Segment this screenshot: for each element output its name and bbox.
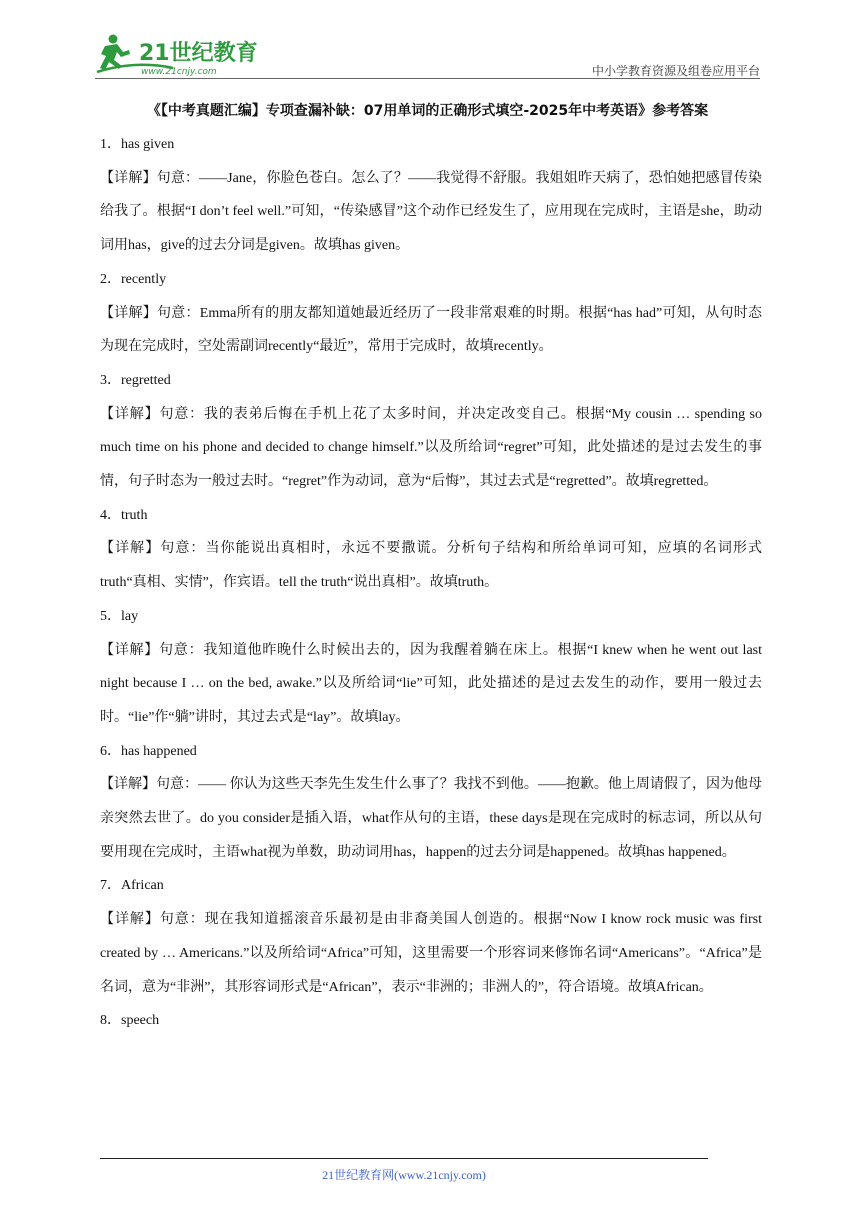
header-divider xyxy=(95,78,760,79)
site-logo xyxy=(95,30,265,78)
answer-detail: 【详解】句意：—— 你认为这些天李先生发生什么事了？我找不到他。——抱歉。他上周请假了，因为他母亲突然去世了。do you consider是插入语，what作从句的主语，these days是现在完成时的标志词，所以从句要用现在完成时，主语what视为单数，助动词用has，happen的过去分词是happened。故填has happened。 xyxy=(100,777,762,860)
answer-number: 5．lay xyxy=(100,608,139,624)
answer-number: 3．regretted xyxy=(100,372,171,388)
answer-number: 1．has given xyxy=(100,137,175,152)
document-title: 《【中考真题汇编】专项查漏补缺：07用单词的正确形式填空-2025年中考英语》参考答案 xyxy=(146,103,709,119)
answer-detail: 【详解】句意：——Jane，你脸色苍白。怎么了？——我觉得不舒服。我姐姐昨天病了，恐怕她把感冒传染给我了。根据“I don’t feel well.”可知，“传染感冒”这个动作已经发生了，应用现在完成时，主语是she，助动词用has，give的过去分词是given。故填has given。 xyxy=(100,170,762,254)
answer-number: 7．African xyxy=(100,878,164,894)
answer-number: 4．truth xyxy=(100,507,148,523)
answer-number: 2．recently xyxy=(100,271,167,287)
answer-detail: 【详解】句意：我知道他昨晚什么时候出去的，因为我醒着躺在床上。根据“I knew when he went out last night because I … on the bed, awake.”以及所给词“lie”可知，此处描述的是过去发生的动作，要用一般过去时。“lie”作“躺”讲时，其过去式是“lay”。故填lay。 xyxy=(100,642,762,725)
answer-list xyxy=(100,128,762,1038)
answer-detail: 【详解】句意：我的表弟后悔在手机上花了太多时间，并决定改变自己。根据“My cousin … spending so much time on his phone and decided to change himself.”以及所给词“regret”可知，此处描述的是过去发生的事情，句子时态为一般过去时。“regret”作为动词，意为“后悔”，其过去式是“regretted”。故填regretted。 xyxy=(100,406,762,490)
logo-url: www.21cnjy.com xyxy=(141,67,217,77)
logo-text: 21世纪教育 xyxy=(139,41,258,66)
footer-divider xyxy=(100,1158,708,1159)
answer-number: 8．speech xyxy=(100,1013,160,1029)
answer-number: 6．has happened xyxy=(100,743,197,759)
page-header xyxy=(95,30,760,80)
answer-detail: 【详解】句意：当你能说出真相时，永远不要撒谎。分析句子结构和所给单词可知，应填的名词形式truth“真相、实情”，作宾语。tell the truth“说出真相”。故填truth。 xyxy=(100,541,762,591)
footer-link[interactable]: 21世纪教育网(www.21cnjy.com) xyxy=(322,1168,486,1182)
answer-detail: 【详解】句意：现在我知道摇滚音乐最初是由非裔美国人创造的。根据“Now I know rock music was first created by … Americans.”以及所给词“Africa”可知，这里需要一个形容词来修饰名词“Americans”。“Africa”是名词，意为“非洲”，其形容词形式是“African”，表示“非洲的；非洲人的”，符合语境。故填African。 xyxy=(100,912,762,995)
platform-name: 中小学教育资源及组卷应用平台 xyxy=(591,64,760,78)
answer-detail: 【详解】句意：Emma所有的朋友都知道她最近经历了一段非常艰难的时期。根据“has had”可知，从句时态为现在完成时，空处需副词recently“最近”，常用于完成时，故填recently。 xyxy=(100,305,762,355)
